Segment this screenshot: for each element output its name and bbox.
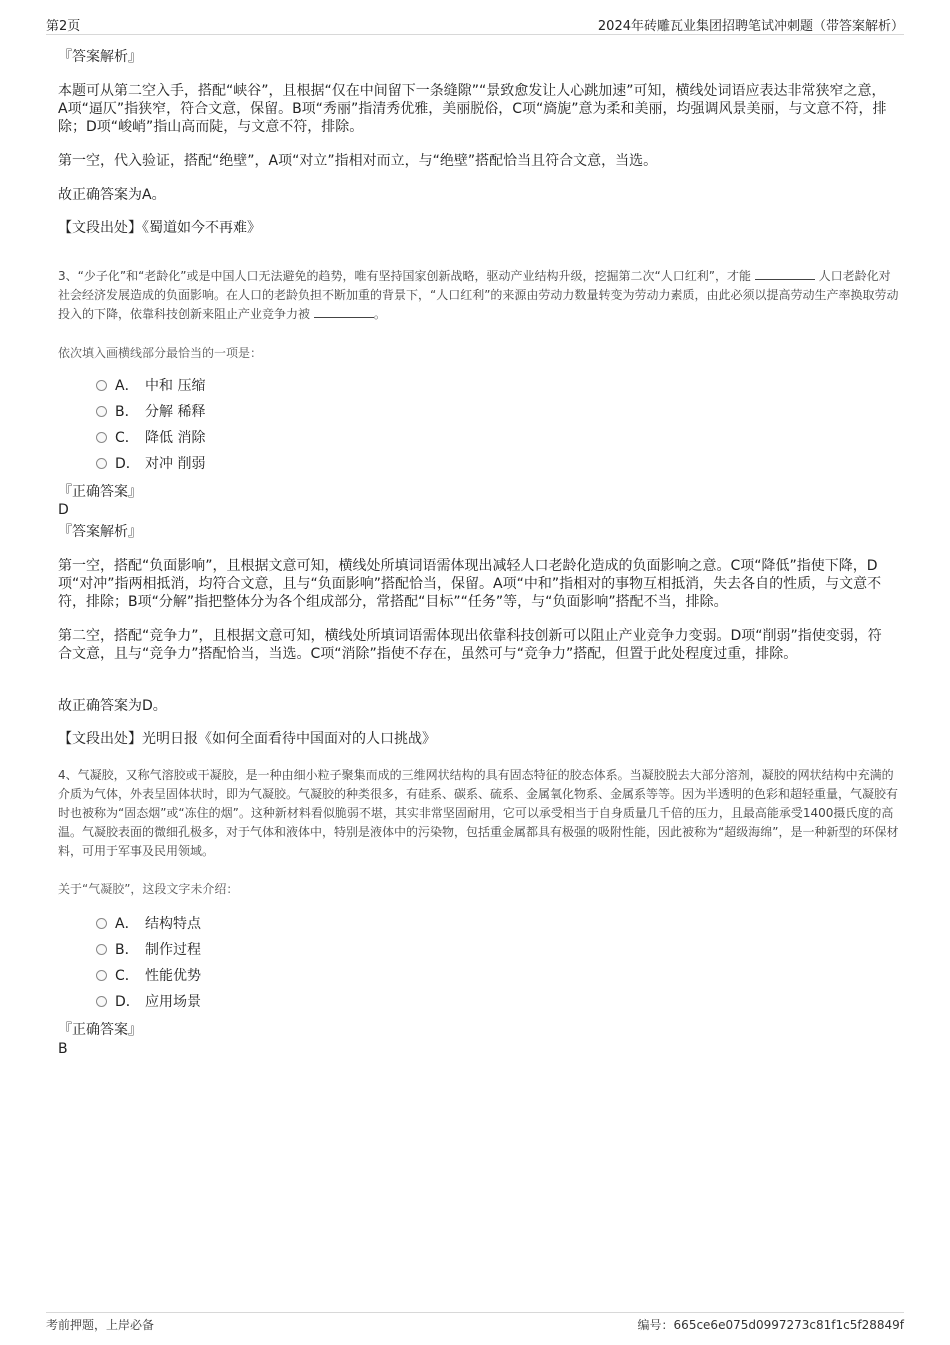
option-d[interactable]: D． 应用场景 bbox=[96, 993, 201, 1011]
fill-blank bbox=[755, 267, 815, 280]
answer-conclusion: 故正确答案为D。 bbox=[58, 698, 167, 714]
fill-blank bbox=[314, 305, 374, 318]
option-c[interactable]: C． 降低 消除 bbox=[96, 429, 205, 447]
document-serial: 编号：665ce6e075d0997273c81f1c5f28849f bbox=[637, 1318, 904, 1332]
analysis-paragraph: 第一空，搭配“负面影响”，且根据文意可知，横线处所填词语需体现出减轻人口老龄化造成的负面影响之意。C项“降低”指使下降，D项“对冲”指两相抵消，均符合文意，且与“负面影响”搭配恰当，保留。A项“中和”指相对的事物互相抵消，失去各自的性质，与文意不符，排除；B项“分解”指把整体分为各个组成部分，常搭配“目标”“任务”等，与“负面影响”搭配不当，排除。 bbox=[58, 558, 882, 610]
radio-icon[interactable] bbox=[96, 380, 107, 391]
page-footer bbox=[46, 1312, 904, 1335]
radio-icon[interactable] bbox=[96, 944, 107, 955]
radio-icon[interactable] bbox=[96, 406, 107, 417]
option-a[interactable]: A． 结构特点 bbox=[96, 915, 201, 933]
option-d[interactable]: D． 对冲 削弱 bbox=[96, 455, 205, 473]
source-citation: 【文段出处】《蜀道如今不再难》 bbox=[58, 220, 261, 236]
radio-icon[interactable] bbox=[96, 970, 107, 981]
correct-answer-label: 『正确答案』 bbox=[58, 1022, 142, 1038]
analysis-paragraph: 第一空，代入验证，搭配“绝壁”，A项“对立”指相对而立，与“绝壁”搭配恰当且符合文意，当选。 bbox=[58, 153, 658, 169]
radio-icon[interactable] bbox=[96, 996, 107, 1007]
analysis-paragraph: 第二空，搭配“竞争力”，且根据文意可知，横线处所填词语需体现出依靠科技创新可以阻止产业竞争力变弱。D项“削弱”指使变弱，符合文意，且与“竞争力”搭配恰当，当选。C项“消除”指使不存在，虽然可与“竞争力”搭配，但置于此处程度过重，排除。 bbox=[58, 628, 882, 662]
radio-icon[interactable] bbox=[96, 432, 107, 443]
source-citation: 【文段出处】光明日报《如何全面看待中国面对的人口挑战》 bbox=[58, 731, 436, 747]
correct-answer: B bbox=[58, 1041, 68, 1057]
question-stem: 3、“少子化”和“老龄化”或是中国人口无法避免的趋势，唯有坚持国家创新战略，驱动产业结构升级，挖掘第二次“人口红利”，才能 人口老龄化对社会经济发展造成的负面影响。在人口的老龄负担不断加重的背景下，“人口红利”的来源由劳动力数量转变为劳动力素质，由此必须以提高劳动生产率换取劳动投入的下降，依靠科技创新来阻止产业竞争力被 。 bbox=[58, 269, 899, 321]
question-prompt: 关于“气凝胶”，这段文字未介绍： bbox=[58, 882, 239, 896]
correct-answer: D bbox=[58, 502, 69, 518]
option-b[interactable]: B． 分解 稀释 bbox=[96, 403, 205, 421]
option-a[interactable]: A． 中和 压缩 bbox=[96, 377, 205, 395]
question-prompt: 依次填入画横线部分最恰当的一项是： bbox=[58, 346, 263, 360]
analysis-label: 『答案解析』 bbox=[58, 49, 142, 65]
answer-conclusion: 故正确答案为A。 bbox=[58, 187, 166, 203]
question-stem: 4、气凝胶，又称气溶胶或干凝胶，是一种由细小粒子聚集而成的三维网状结构的具有固态特征的胶态体系。当凝胶脱去大部分溶剂，凝胶的网状结构中充满的介质为气体，外表呈固体状时，即为气凝胶。气凝胶的种类很多，有硅系、碳系、硫系、金属氧化物系、金属系等等。因为半透明的色彩和超轻重量，气凝胶有时也被称为“固态烟”或“冻住的烟”。这种新材料看似脆弱不堪，其实非常坚固耐用，它可以承受相当于自身质量几千倍的压力，且最高能承受1400摄氏度的高温。气凝胶表面的微细孔极多，对于气体和液体中，特别是液体中的污染物，包括重金属都具有极强的吸附性能，因此被称为“超级海绵”，是一种新型的环保材料，可用于军事及民用领域。 bbox=[58, 768, 899, 858]
footer-slogan: 考前押题，上岸必备 bbox=[46, 1318, 155, 1332]
page-number: 第2页 bbox=[46, 19, 81, 34]
radio-icon[interactable] bbox=[96, 918, 107, 929]
correct-answer-label: 『正确答案』 bbox=[58, 484, 142, 500]
option-b[interactable]: B． 制作过程 bbox=[96, 941, 201, 959]
document-title: 2024年砖雕瓦业集团招聘笔试冲刺题（带答案解析） bbox=[597, 19, 904, 34]
analysis-paragraph: 本题可从第二空入手，搭配“峡谷”，且根据“仅在中间留下一条缝隙”“景致愈发让人心跳加速”可知，横线处词语应表达非常狭窄之意，A项“逼仄”指狭窄，符合文意，保留。B项“秀丽”指清秀优雅，美丽脱俗，C项“旖旎”意为柔和美丽，均强调风景美丽，与文意不符，排除；D项“峻峭”指山高而陡，与文意不符，排除。 bbox=[58, 83, 887, 135]
option-c[interactable]: C． 性能优势 bbox=[96, 967, 201, 985]
radio-icon[interactable] bbox=[96, 458, 107, 469]
page-header bbox=[46, 14, 904, 35]
analysis-label: 『答案解析』 bbox=[58, 524, 142, 540]
